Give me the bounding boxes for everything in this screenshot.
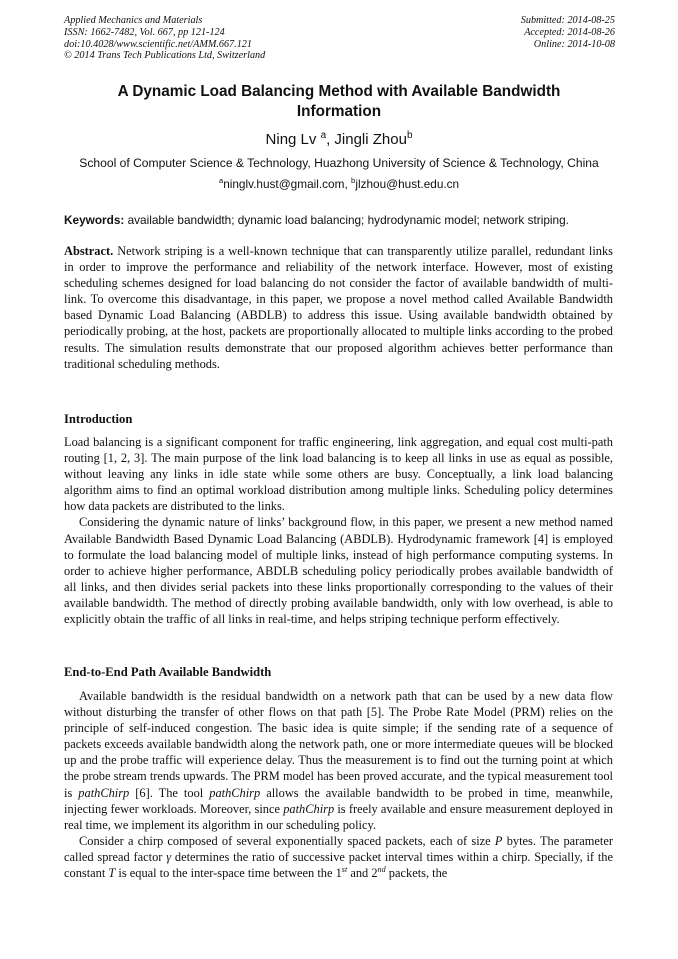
tool-name-2: pathChirp xyxy=(209,785,261,800)
intro-paragraph-2: Considering the dynamic nature of links’ background flow, in this paper, we present a new method named Available Bandwidth Based Dynamic Load Balancing (ABDLB). Hydrodynamic framework [4] is employed to formulate the load balancing model of multiple links, instead of high performance computing systems. In order to achieve higher performance, ABDLB scheduling policy periodically probes available bandwidth of all links, and then divides serial packets into these links proportionally corresponding to the values of their available bandwidth. The method of directly probing available bandwidth, only with low overhead, is able to explicitly obtain the traffic of all links in real-time, and helps striping technique perform effectively. xyxy=(64,515,613,627)
s2p2-text-e: and 2 xyxy=(347,866,378,881)
doi-line: doi:10.4028/www.scientific.net/AMM.667.121 xyxy=(64,38,252,50)
online-date: Online: 2014-10-08 xyxy=(533,38,615,50)
title-line-2: Information xyxy=(296,103,382,120)
intro-paragraph-1: Load balancing is a significant component for traffic engineering, link aggregation, and equal cost multi-path routing [1, 2, 3]. The main purpose of the link load balancing is to keep all links in use as equal as possible, without leaving any links in idle state while some others are busy. Conceptually, a link load balancing algorithm aims to find an optimal workload distribution among multiple links. Scheduling policy determines how data packets are distributed to the links. xyxy=(64,435,613,514)
author-2: Jingli Zhou xyxy=(334,131,407,148)
section2-heading: End-to-End Path Available Bandwidth xyxy=(64,665,272,679)
s2p1-text-b: [6]. The tool xyxy=(129,785,210,800)
email-1[interactable]: ninglv.hust@gmail.com, xyxy=(223,177,351,191)
author-2-mark: b xyxy=(406,130,413,141)
author-1: Ning Lv xyxy=(265,131,317,148)
tool-name-1: pathChirp xyxy=(78,785,130,800)
abstract-text: Network striping is a well-known technique that can transparently utilize parallel, redundant links in order to improve the performance and reliability of the network interface. However, most of existing scheduling schemes designed for load balancing do not consider the factor of available bandwidth of multi-link. To overcome this disadvantage, in this paper, we propose a novel method called Available Bandwidth based Dynamic Load Balancing (ABDLB) to address this issue. Using available bandwidth obtained by periodically probing, at the host, packets are proportionally allocated to multiple links according to the probed results. The simulation results demonstrate that our proposed algorithm achieves better performance than traditional scheduling methods. xyxy=(64,244,613,371)
keywords-label: Keywords: xyxy=(64,213,125,227)
tool-name-3: pathChirp xyxy=(283,801,335,816)
author-list xyxy=(60,131,618,149)
email-1-mark: a xyxy=(218,176,224,186)
affiliation: School of Computer Science & Technology, Huazhong University of Science & Technology, China xyxy=(79,156,599,170)
var-p: P xyxy=(494,833,503,848)
section2-paragraph-1 xyxy=(64,688,613,833)
dates-header xyxy=(521,15,615,50)
email-2-mark: b xyxy=(351,176,356,186)
journal-header xyxy=(64,15,265,62)
var-t: T xyxy=(108,866,116,881)
journal-name: Applied Mechanics and Materials xyxy=(64,15,203,26)
s2p2-text-c: determines the ratio of successive packet interval times within a chirp. Specially, if the constant xyxy=(64,849,613,881)
s2p1-text-c: allows the available bandwidth to be probed in time, meanwhile, injecting fewer workloads. Moreover, since xyxy=(64,785,613,816)
email-2[interactable]: jlzhou@hust.edu.cn xyxy=(355,177,460,191)
accepted-date: Accepted: 2014-08-26 xyxy=(524,26,615,38)
var-gamma: γ xyxy=(166,849,172,864)
s2p2-text-d: is equal to the inter-space time between the 1 xyxy=(115,866,342,881)
paper-title xyxy=(60,82,618,122)
abstract-label: Abstract. xyxy=(64,244,114,258)
s2p2-text-a: Consider a chirp composed of several exponentially spaced packets, each of size xyxy=(79,833,495,848)
s2p2-text-b: bytes. The parameter called spread factor xyxy=(64,833,613,864)
author-separator: , xyxy=(326,131,335,148)
issn-line: ISSN: 1662-7482, Vol. 667, pp 121-124 xyxy=(64,26,225,38)
s2p1-text-d: is freely available and ensure measurement deployed in real time, we implement its algorithm in our scheduling policy. xyxy=(64,801,613,832)
s2p1-text-a: Available bandwidth is the residual bandwidth on a network path that can be used by a new data flow without disturbing the transfer of other flows on that path [5]. The Probe Rate Model (PRM) relies on the principle of self-induced congestion. The basic idea is quite simple; if the sending rate of a sequence of packets exceeds available bandwidth along the network path, one or more intermediate queues will be blocked up and the probe traffic will experience delay. Thus the measurement is to find out the turning point at which the probe stream trends upwards. The PRM model has been proved accurate, and the typical measurement tool is xyxy=(64,689,613,800)
sup-nd: nd xyxy=(377,864,386,874)
copyright-line: © 2014 Trans Tech Publications Ltd, Switzerland xyxy=(64,50,266,62)
abstract xyxy=(64,243,613,372)
intro-heading: Introduction xyxy=(64,412,133,426)
s2p2-text-f: packets, the xyxy=(385,866,448,881)
keywords xyxy=(64,212,624,228)
author-emails xyxy=(60,176,618,192)
section2-body xyxy=(64,688,613,881)
submitted-date: Submitted: 2014-08-25 xyxy=(520,15,615,26)
author-1-mark: a xyxy=(320,130,327,141)
intro-body xyxy=(64,434,613,627)
title-line-1: A Dynamic Load Balancing Method with Available Bandwidth xyxy=(117,83,561,100)
section2-paragraph-2 xyxy=(64,833,613,881)
keywords-text: available bandwidth; dynamic load balancing; hydrodynamic model; network striping. xyxy=(124,213,569,227)
sup-st: st xyxy=(341,864,348,874)
